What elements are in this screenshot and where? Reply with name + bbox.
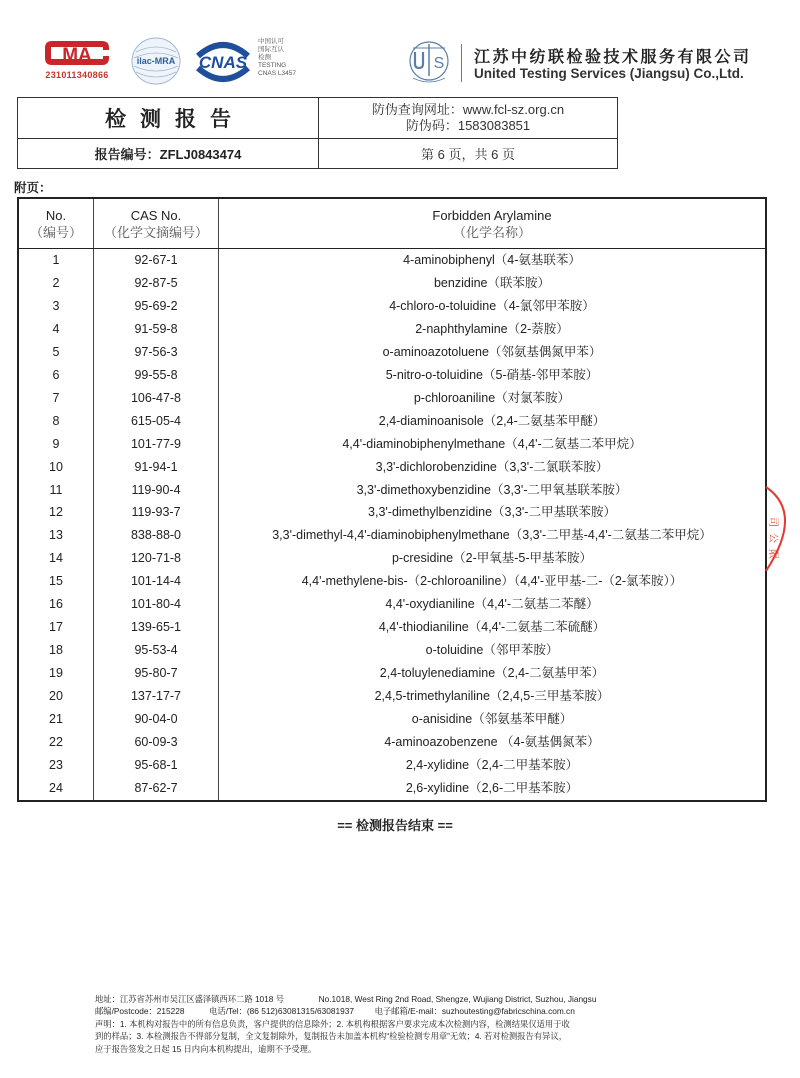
chemical-name: 4,4'-oxydianiline（4,4'-二氨基二苯醚） [219, 593, 767, 616]
cas-number: 95-68-1 [94, 754, 219, 777]
cas-number: 101-80-4 [94, 593, 219, 616]
cnas-logo [192, 38, 254, 84]
address-en: No.1018, West Ring 2nd Road, Shengze, Wujiang District, Suzhou, Jiangsu [318, 994, 597, 1004]
cas-number: 101-77-9 [94, 433, 219, 456]
cas-number: 95-80-7 [94, 662, 219, 685]
header-no: No. （编号） [18, 198, 94, 249]
table-row [18, 547, 766, 570]
statement-line: 应于报告签发之日起 15 日内向本机构提出，逾期不予受理。 [95, 1043, 317, 1054]
cnas-side-text [258, 38, 296, 78]
ilac-globe-icon [130, 36, 182, 86]
table-row [18, 754, 766, 777]
page-info: 第 6 页，共 6 页 [318, 138, 618, 169]
table-row [18, 433, 766, 456]
cas-number: 615-05-4 [94, 410, 219, 433]
cma-logo [42, 38, 112, 86]
table-row [18, 341, 766, 364]
row-number: 19 [18, 662, 94, 685]
chemical-name: benzidine（联苯胺） [219, 272, 767, 295]
cnas-line: TESTING [258, 62, 287, 69]
chemical-name: o-anisidine（邻氨基苯甲醚） [219, 708, 767, 731]
cnas-text: CNAS [198, 53, 248, 72]
chemical-name: 4-chloro-o-toluidine（4-氯邻甲苯胺） [219, 295, 767, 318]
row-number: 13 [18, 524, 94, 547]
cas-number: 92-67-1 [94, 249, 219, 272]
logo-divider [461, 44, 462, 82]
row-number: 24 [18, 777, 94, 801]
table-row [18, 708, 766, 731]
cas-number: 60-09-3 [94, 731, 219, 754]
table-row [18, 249, 766, 272]
chemical-name: 4,4'-methylene-bis-（2-chloroaniline）（4,4'-亚甲基-二-（2-氯苯胺）） [219, 570, 767, 593]
cas-number: 119-93-7 [94, 501, 219, 524]
email[interactable]: 电子邮箱/E-mail：suzhoutesting@fabricschina.com.cn [374, 1006, 575, 1017]
cas-number: 101-14-4 [94, 570, 219, 593]
svg-text:公: 公 [767, 533, 778, 543]
chemical-name: 4,4'-diaminobiphenylmethane（4,4'-二氨基二苯甲烷） [219, 433, 767, 456]
table-row [18, 524, 766, 547]
footer-contact-row [95, 1005, 695, 1017]
table-header-row [18, 198, 766, 249]
statement-line: 到的样品；3. 本检测报告不得部分复制，全文复制除外，复制报告未加盖本机构“检验检测专用章”无效；4. 若对检测报告有异议， [95, 1031, 568, 1042]
row-number: 23 [18, 754, 94, 777]
row-number: 7 [18, 387, 94, 410]
table-row [18, 570, 766, 593]
chemical-name: 2,4-xylidine（2,4-二甲基苯胺） [219, 754, 767, 777]
arylamine-table [17, 197, 767, 802]
cas-number: 106-47-8 [94, 387, 219, 410]
cnas-mark-icon [192, 38, 254, 84]
row-number: 21 [18, 708, 94, 731]
row-number: 1 [18, 249, 94, 272]
cas-number: 119-90-4 [94, 479, 219, 502]
row-number: 17 [18, 616, 94, 639]
chemical-name: 3,3'-dimethyl-4,4'-diaminobiphenylmethane（3,3'-二甲基-4,4'-二氨基二苯甲烷） [219, 524, 767, 547]
cnas-line: 中国认可 [258, 38, 284, 45]
cas-number: 120-71-8 [94, 547, 219, 570]
table-row [18, 777, 766, 801]
appendix-label: 附页： [14, 181, 52, 195]
cnas-line: 检测 [258, 54, 271, 61]
cas-number: 838-88-0 [94, 524, 219, 547]
table-row [18, 479, 766, 502]
cnas-line: 国际互认 [258, 46, 284, 53]
chemical-name: p-cresidine（2-甲氧基-5-甲基苯胺） [219, 547, 767, 570]
row-number: 20 [18, 685, 94, 708]
row-number: 8 [18, 410, 94, 433]
uts-logo [405, 40, 453, 86]
row-number: 16 [18, 593, 94, 616]
table-row [18, 501, 766, 524]
table-row [18, 364, 766, 387]
row-number: 14 [18, 547, 94, 570]
chemical-name: 4,4'-thiodianiline（4,4'-二氨基二苯硫醚） [219, 616, 767, 639]
chemical-name: 2,4-diaminoanisole（2,4-二氨基苯甲醚） [219, 410, 767, 433]
table-row [18, 685, 766, 708]
chemical-name: o-aminoazotoluene（邻氨基偶氮甲苯） [219, 341, 767, 364]
statement-line: 声明：1. 本机构对报告中的所有信息负责，客户提供的信息除外；2. 本机构根据客户要求完成本次检测内容，检测结果仅适用于收 [95, 1018, 570, 1029]
chemical-name: 2,4-toluylenediamine（2,4-二氨基甲苯） [219, 662, 767, 685]
telephone: 电话/Tel：(86 512)63081315/63081937 [209, 1006, 354, 1017]
cma-number: 231011340866 [45, 70, 109, 80]
anti-fake-url: 防伪查询网址：www.fcl-sz.org.cn [371, 102, 565, 117]
cas-number: 139-65-1 [94, 616, 219, 639]
table-row [18, 272, 766, 295]
postcode: 邮编/Postcode：215228 [95, 1006, 185, 1017]
row-number: 5 [18, 341, 94, 364]
row-number: 22 [18, 731, 94, 754]
cas-number: 95-53-4 [94, 639, 219, 662]
company-name-en: United Testing Services (Jiangsu) Co.,Ltd. [474, 66, 744, 81]
svg-text:S: S [433, 55, 445, 72]
row-number: 3 [18, 295, 94, 318]
chemical-name: 4-aminobiphenyl（4-氨基联苯） [219, 249, 767, 272]
chemical-name: 3,3'-dichlorobenzidine（3,3'-二氯联苯胺） [219, 456, 767, 479]
report-title: 检测报告 [17, 97, 319, 139]
anti-fake-info [318, 97, 618, 139]
company-name-cn: 江苏中纺联检验技术服务有限公司 [474, 49, 752, 66]
svg-text:司: 司 [767, 517, 778, 527]
address-cn: 地址：江苏省苏州市吴江区盛泽镇西环二路 1018 号 [95, 994, 285, 1004]
chemical-name: 4-aminoazobenzene （4-氨基偶氮苯） [219, 731, 767, 754]
row-number: 2 [18, 272, 94, 295]
seal-stamp-icon [762, 483, 800, 575]
cas-number: 87-62-7 [94, 777, 219, 801]
cas-number: 91-94-1 [94, 456, 219, 479]
chemical-name: p-chloroaniline（对氯苯胺） [219, 387, 767, 410]
chemical-name: 2-naphthylamine（2-萘胺） [219, 318, 767, 341]
table-row [18, 593, 766, 616]
chemical-name: o-toluidine（邻甲苯胺） [219, 639, 767, 662]
cas-number: 97-56-3 [94, 341, 219, 364]
header-cas: CAS No. （化学文摘编号） [94, 198, 219, 249]
table-row [18, 662, 766, 685]
chemical-name: 3,3'-dimethylbenzidine（3,3'-二甲基联苯胺） [219, 501, 767, 524]
report-end-note: == 检测报告结束 == [337, 818, 453, 833]
row-number: 11 [18, 479, 94, 502]
table-row [18, 731, 766, 754]
uts-scale-icon [405, 40, 453, 86]
cma-mark-icon [42, 38, 112, 68]
cas-number: 137-17-7 [94, 685, 219, 708]
cnas-line: CNAS L3457 [258, 70, 296, 77]
row-number: 15 [18, 570, 94, 593]
table-row [18, 295, 766, 318]
row-number: 18 [18, 639, 94, 662]
official-seal [762, 483, 800, 575]
cas-number: 90-04-0 [94, 708, 219, 731]
header-name: Forbidden Arylamine （化学名称） [219, 198, 767, 249]
table-row [18, 318, 766, 341]
cas-number: 99-55-8 [94, 364, 219, 387]
table-row [18, 387, 766, 410]
ilac-mra-logo [130, 36, 182, 86]
cas-number: 92-87-5 [94, 272, 219, 295]
row-number: 9 [18, 433, 94, 456]
row-number: 12 [18, 501, 94, 524]
table-row [18, 616, 766, 639]
chemical-name: 2,6-xylidine（2,6-二甲基苯胺） [219, 777, 767, 801]
row-number: 4 [18, 318, 94, 341]
table-row [18, 410, 766, 433]
report-number: 报告编号：ZFLJ0843474 [17, 138, 319, 169]
row-number: 10 [18, 456, 94, 479]
chemical-name: 3,3'-dimethoxybenzidine（3,3'-二甲氧基联苯胺） [219, 479, 767, 502]
chemical-name: 5-nitro-o-toluidine（5-硝基-邻甲苯胺） [219, 364, 767, 387]
svg-text:限: 限 [767, 549, 778, 559]
footer-address-row [95, 993, 695, 1005]
cas-number: 91-59-8 [94, 318, 219, 341]
cma-letters: MA [62, 45, 92, 66]
chemical-name: 2,4,5-trimethylaniline（2,4,5-三甲基苯胺） [219, 685, 767, 708]
row-number: 6 [18, 364, 94, 387]
table-row [18, 456, 766, 479]
cas-number: 95-69-2 [94, 295, 219, 318]
table-row [18, 639, 766, 662]
ilac-text: ilac-MRA [136, 56, 176, 66]
anti-fake-code: 防伪码：1583083851 [405, 118, 531, 133]
footer [95, 993, 695, 1055]
